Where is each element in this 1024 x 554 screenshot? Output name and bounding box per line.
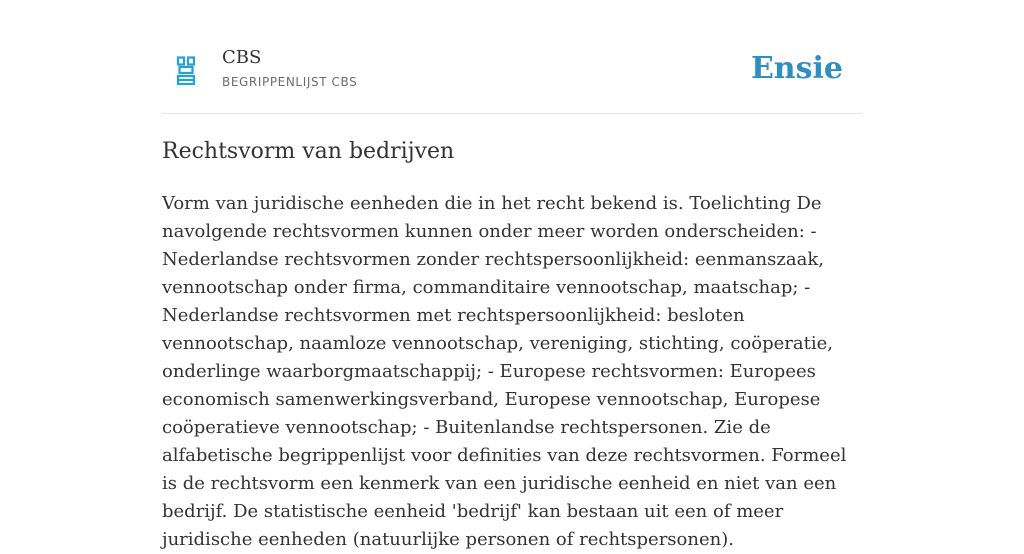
organization-name: CBS — [222, 47, 262, 68]
ensie-logo-link[interactable]: Ensie — [750, 51, 843, 86]
header — [162, 40, 862, 114]
cbs-logo-icon — [176, 56, 196, 86]
term-title: Rechtsvorm van bedrijven — [162, 139, 455, 164]
glossary-subtitle[interactable]: BEGRIPPENLIJST CBS — [222, 75, 358, 89]
term-definition: Vorm van juridische eenheden die in het recht bekend is. Toelichting De navolgende rechtsvormen kunnen onder meer worden onderscheiden: - Nederlandse rechtsvormen zonder rechtspersoonlijkheid: eenmanszaak, vennootschap onder firma, commanditaire vennootschap, maatschap; - Nederlandse rechtsvormen met rechtspersoonlijkheid: besloten vennootschap, naamloze vennootschap, vereniging, stichting, coöperatie, onderlinge waarborgmaatschappij; - Europese rechtsvormen: Europees economisch samenwerkingsverband, Europese vennootschap, Europese coöperatieve vennootschap; - Buitenlandse rechtspersonen. Zie de alfabetische begrippenlijst voor definities van deze rechtsvormen. Formeel is de rechtsvorm een kenmerk van een juridische eenheid en niet van een bedrijf. De statistische eenheid 'bedrijf' kan bestaan uit een of meer juridische eenheden (natuurlijke personen of rechtspersonen). — [162, 193, 847, 550]
